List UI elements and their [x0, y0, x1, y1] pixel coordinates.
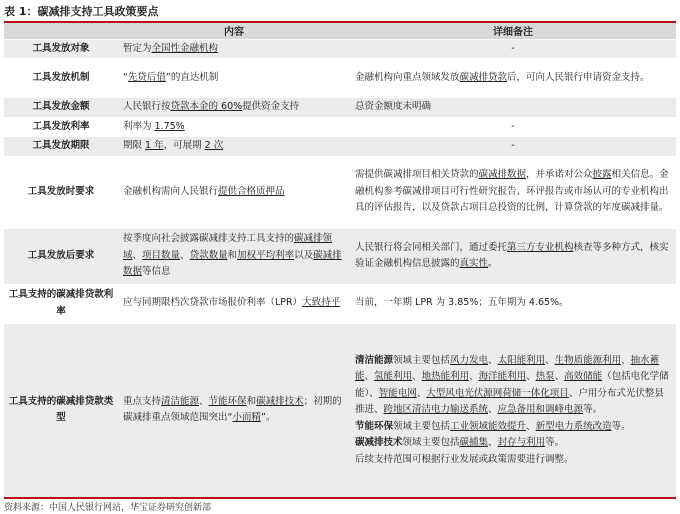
row-note: 需提供碳减排项目相关贷款的碳减排数据，并承诺对公众披露相关信息。金融机构参考碳减排项目可行性研究报告、环评报告或市场认可的专业机构出具的评估报告，以及贷款占项目总投资的比例，计算贷款的年度碳减排量。: [355, 169, 669, 214]
row-label: 工具发放对象: [32, 42, 90, 54]
row-content: 人民银行按贷款本金的 60%提供资金支持: [123, 101, 300, 112]
row-note: -: [511, 120, 515, 132]
table-header-row: [4, 22, 676, 39]
table-row: [4, 323, 676, 498]
table-row: [4, 59, 676, 98]
note-clean-energy: 清洁能源领域主要包括风力发电、太阳能利用、生物质能源利用、抽水蓄能、氢能利用、地热能利用、海洋能利用、热泵、高效储能（包括电化学储能）、智能电网、大型风电光伏源网荷储一体化项目、户用分布式光伏整县推进、跨地区清洁电力输送系统、应急备用和调峰电源等。: [355, 354, 669, 415]
row-content: 按季度向社会披露碳减排支持工具支持的碳减排领域、项目数量、贷款数量和加权平均利率以及碳减排数据等信息: [123, 233, 342, 278]
row-note: 总资金额度未明确: [355, 101, 432, 112]
row-label: 工具发放金额: [32, 101, 90, 112]
row-note: [350, 323, 676, 498]
row-note: 人民银行将会同相关部门，通过委托第三方专业机构核查等多种方式，核实验证金融机构信息披露的真实性。: [355, 241, 669, 269]
header-blank: [4, 22, 118, 39]
row-content: “先贷后借”的直达机制: [123, 71, 219, 83]
table-row: [4, 137, 676, 157]
table-row: [4, 284, 676, 323]
source-note: 资料来源：中国人民银行网站，华宝证券研究创新部: [4, 503, 212, 513]
row-label: 工具发放机制: [32, 71, 90, 83]
row-content: 期限 1 年，可展期 2 次: [123, 140, 224, 151]
row-note: -: [511, 42, 515, 54]
table-row: [4, 228, 676, 284]
table-row: [4, 39, 676, 59]
header-content: 内容: [224, 27, 244, 39]
row-label: 工具发放时要求: [27, 185, 95, 197]
row-content: 金融机构需向人民银行提供合格质押品: [123, 185, 285, 197]
row-content: 重点支持清洁能源、节能环保和碳减排技术；初期的碳减排重点领域范围突出“小而精”。: [118, 323, 350, 498]
row-label: 工具发放期限: [32, 140, 90, 151]
row-note: 当前，一年期 LPR 为 3.85%；五年期为 4.65%。: [355, 297, 569, 309]
row-label: 工具支持的碳减排贷款利率: [8, 289, 114, 317]
table-row: [4, 117, 676, 137]
row-label: 工具发放后要求: [27, 249, 95, 261]
note-carbon-tech: 碳减排技术领域主要包括碳捕集、封存与利用等。: [355, 437, 565, 448]
row-content: 利率为 1.75%: [123, 120, 185, 132]
row-label: 工具支持的碳减排贷款类型: [4, 323, 118, 498]
row-note: 金融机构向重点领域发放碳减排贷款后，可向人民银行申请资金支持。: [355, 71, 650, 83]
table-row: [4, 98, 676, 118]
header-notes: 详细备注: [493, 27, 533, 39]
row-note: -: [511, 140, 515, 151]
note-adjustment: 后续支持范围可根据行业发展或政策需要进行调整。: [355, 453, 574, 465]
policy-table: [4, 21, 676, 499]
row-label: 工具发放利率: [32, 120, 90, 132]
row-content: 暂定为全国性金融机构: [123, 42, 219, 54]
table-caption: 表 1：碳减排支持工具政策要点: [4, 5, 159, 18]
row-content: 应与同期限档次贷款市场报价利率（LPR）大致持平: [123, 297, 341, 309]
table-row: [4, 156, 676, 228]
note-energy-saving: 节能环保领域主要包括工业领域能效提升、新型电力系统改造等。: [355, 420, 631, 432]
